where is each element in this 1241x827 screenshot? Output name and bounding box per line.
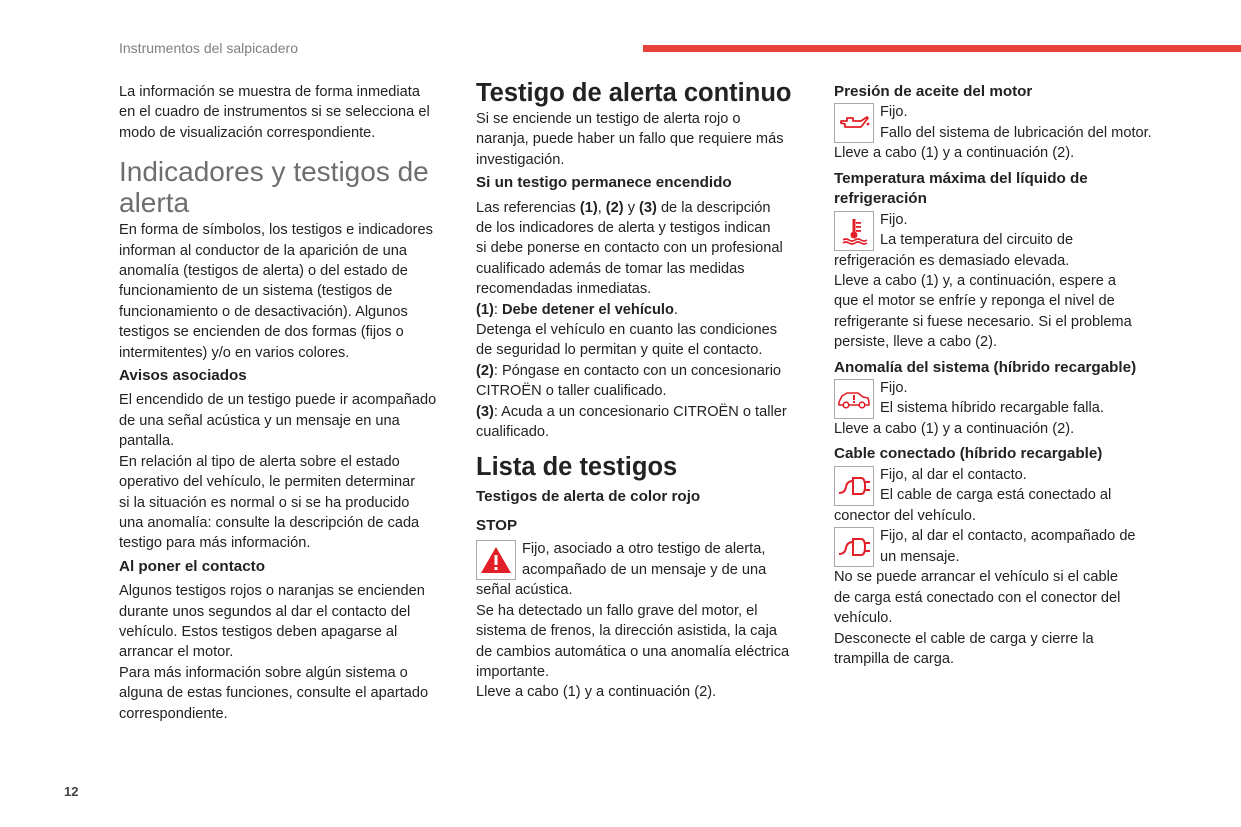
cable-connected-title: Cable conectado (híbrido recargable) <box>834 445 1103 463</box>
subheading-avisos: Avisos asociados <box>119 367 247 385</box>
text-line: durante unos segundos al dar el contacto del <box>119 603 411 620</box>
heading-testigo-continuo: Testigo de alerta continuo <box>476 79 792 107</box>
text-line: vehículo. Estos testigos deben apagarse al <box>119 623 398 640</box>
text-line: cualificado. <box>476 424 550 441</box>
text-line: Si se enciende un testigo de alerta rojo o <box>476 111 741 127</box>
text-line: vehículo. <box>834 610 893 627</box>
intro-paragraph <box>119 82 457 143</box>
heading-lista-testigos: Lista de testigos <box>476 452 678 481</box>
text-fragment: Las referencias <box>476 199 580 216</box>
cable-connected-entry <box>834 465 1184 669</box>
column-3 <box>834 82 1184 669</box>
text-line: testigo para más información. <box>119 535 311 552</box>
text-line: cualificado además de tomar las medidas <box>476 260 745 277</box>
text-line: señal acústica. <box>476 582 573 599</box>
text-line: testigos se encienden de dos formas (fijos o <box>119 324 404 341</box>
hybrid-fault-title: Anomalía del sistema (híbrido recargable) <box>834 358 1137 376</box>
paragraph <box>476 109 816 170</box>
bold-text: Debe detener el vehículo <box>501 301 674 318</box>
column-2 <box>476 78 816 703</box>
text-line: Fijo. <box>880 211 908 228</box>
text-line: intermitentes) y/o en varios colores. <box>119 344 350 361</box>
warning-triangle-icon <box>476 540 516 580</box>
text-fragment: : Acuda a un concesionario CITROËN o taller <box>493 403 787 420</box>
text-line: investigación. <box>476 151 565 168</box>
text-line: persiste, lleve a cabo (2). <box>834 334 998 351</box>
section-heading <box>119 143 457 220</box>
text-line: funcionamiento de un sistema (testigos de <box>119 283 393 300</box>
text-line: si debe ponerse en contacto con un profesional <box>476 240 783 257</box>
text-line: Fijo. <box>880 380 908 397</box>
header-title: Instrumentos del salpicadero <box>119 40 298 56</box>
text-line: CITROËN o taller cualificado. <box>476 383 667 400</box>
text-line: trampilla de carga. <box>834 650 955 667</box>
text-line: En relación al tipo de alerta sobre el estado <box>119 453 400 470</box>
text-fragment: , <box>597 199 606 216</box>
charging-plug-icon <box>834 527 874 567</box>
paragraph <box>476 198 816 443</box>
text-line: de seguridad lo permitan y quite el contacto. <box>476 342 763 359</box>
hybrid-fault-entry <box>834 378 1184 439</box>
text-line: Detenga el vehículo en cuanto las condiciones <box>476 322 777 339</box>
text-fragment: : <box>493 301 502 318</box>
stop-title: STOP <box>476 516 518 534</box>
header-accent-bar <box>643 45 1241 52</box>
page-number: 12 <box>64 784 79 799</box>
text-line: Fijo, al dar el contacto, acompañado de <box>880 528 1136 545</box>
text-line: El cable de carga está conectado al <box>880 487 1112 504</box>
text-line: si la situación es normal o si se ha producido <box>119 494 410 511</box>
text-line: recomendadas inmediatas. <box>476 281 652 298</box>
text-line: Lleve a cabo (1) y a continuación (2). <box>834 145 1075 162</box>
text-line: en el cuadro de instrumentos si se selecciona el <box>119 104 430 121</box>
text-line <box>476 198 816 218</box>
paragraph <box>119 390 457 553</box>
text-line: Lleve a cabo (1) y a continuación (2). <box>476 684 717 701</box>
column-1 <box>119 82 457 724</box>
subheading-color-rojo: Testigos de alerta de color rojo <box>476 487 701 505</box>
text-line: refrigerante si fuese necesario. Si el problema <box>834 313 1132 330</box>
heading-line: alerta <box>119 187 190 219</box>
stop-entry <box>476 539 816 702</box>
text-line: un mensaje. <box>880 548 960 565</box>
text-line: pantalla. <box>119 433 175 450</box>
text-line: Lleve a cabo (1) y a continuación (2). <box>834 421 1075 438</box>
charging-plug-icon <box>834 466 874 506</box>
text-line: operativo del vehículo, le permiten determinar <box>119 474 416 491</box>
ref-label: (1) <box>476 301 494 318</box>
coolant-temp-title <box>834 164 1184 210</box>
ref-label: (3) <box>639 199 657 216</box>
text-line: de una señal acústica y un mensaje en una <box>119 412 400 429</box>
coolant-temp-entry <box>834 210 1184 353</box>
text-line: En forma de símbolos, los testigos e indicadores <box>119 222 433 239</box>
text-fragment: y <box>623 199 640 216</box>
text-line: de los indicadores de alerta y testigos indican <box>476 220 771 237</box>
hybrid-car-fault-icon <box>834 379 874 419</box>
text-line: de cambios automática o una anomalía eléctrica <box>476 643 790 660</box>
text-line: modo de visualización correspondiente. <box>119 124 376 141</box>
text-line: Lleve a cabo (1) y, a continuación, espere a <box>834 273 1117 290</box>
text-fragment: de la descripción <box>656 199 771 216</box>
text-line: refrigeración es demasiado elevada. <box>834 252 1070 269</box>
ref-label: (2) <box>605 199 624 216</box>
text-line: alguna de estas funciones, consulte el apartado <box>119 685 429 702</box>
text-line: La temperatura del circuito de <box>880 232 1074 249</box>
text-line: Fijo. <box>880 104 908 121</box>
text-fragment: . <box>673 301 678 318</box>
subheading-contacto: Al poner el contacto <box>119 557 265 575</box>
coolant-temperature-icon <box>834 211 874 251</box>
text-line: Se ha detectado un fallo grave del motor, el <box>476 602 758 619</box>
text-line: Fijo, al dar el contacto. <box>880 466 1027 483</box>
text-line: No se puede arrancar el vehículo si el cable <box>834 569 1118 586</box>
title-line: Temperatura máxima del líquido de <box>834 169 1088 187</box>
text-line: Para más información sobre algún sistema o <box>119 664 408 681</box>
text-line <box>476 402 816 422</box>
text-line: una anomalía: consulte la descripción de cada <box>119 514 420 531</box>
text-line: conector del vehículo. <box>834 507 976 524</box>
text-line: funcionamiento o de desactivación). Algunos <box>119 303 408 320</box>
text-line: Desconecte el cable de carga y cierre la <box>834 630 1094 647</box>
oil-pressure-title: Presión de aceite del motor <box>834 83 1033 100</box>
oil-can-icon <box>834 103 874 143</box>
text-line: Algunos testigos rojos o naranjas se encienden <box>119 583 425 600</box>
text-line: La información se muestra de forma inmediata <box>119 84 420 100</box>
text-line: El encendido de un testigo puede ir acompañado <box>119 392 437 409</box>
text-line: Fijo, asociado a otro testigo de alerta, <box>522 541 766 558</box>
text-line: acompañado de un mensaje y de una <box>522 561 767 578</box>
text-line <box>476 300 816 320</box>
text-line: informan al conductor de la aparición de una <box>119 242 408 259</box>
text-line: El sistema híbrido recargable falla. <box>880 400 1104 417</box>
paragraph <box>119 220 457 363</box>
ref-label: (2) <box>476 362 494 379</box>
subheading-permanece: Si un testigo permanece encendido <box>476 174 732 192</box>
text-line: naranja, puede haber un fallo que requiere más <box>476 131 784 148</box>
oil-pressure-entry <box>834 102 1184 163</box>
text-line: arrancar el motor. <box>119 644 234 661</box>
text-fragment: : Póngase en contacto con un concesionario <box>493 362 782 379</box>
text-line <box>476 361 816 381</box>
paragraph <box>119 581 457 724</box>
heading-line: Indicadores y testigos de <box>119 156 429 188</box>
ref-label: (3) <box>476 403 494 420</box>
ref-label: (1) <box>579 199 598 216</box>
text-line: de carga está conectado con el conector del <box>834 589 1121 606</box>
text-line: importante. <box>476 663 550 680</box>
text-line: que el motor se enfríe y reponga el nivel de <box>834 293 1115 310</box>
title-line: refrigeración <box>834 190 927 208</box>
text-line: sistema de frenos, la dirección asistida, la caja <box>476 623 777 640</box>
text-line: anomalía (testigos de alerta) o del estado de <box>119 263 408 280</box>
text-line: Fallo del sistema de lubricación del motor. <box>880 124 1152 141</box>
text-line: correspondiente. <box>119 705 228 722</box>
